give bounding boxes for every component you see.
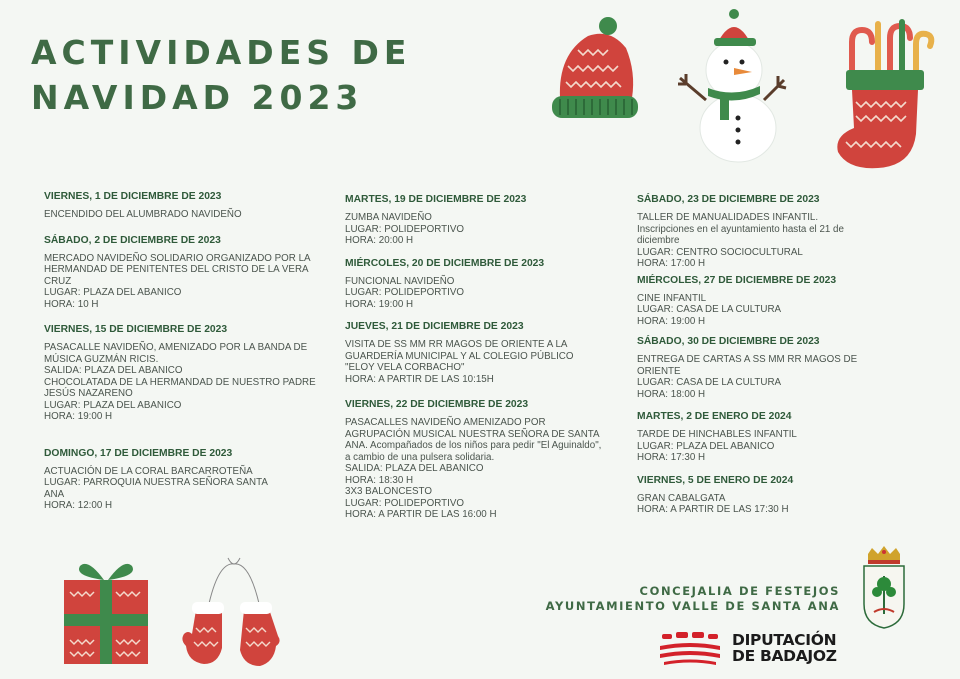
event-date: SÁBADO, 23 DE DICIEMBRE DE 2023 xyxy=(637,194,820,205)
event-line: LUGAR: POLIDEPORTIVO xyxy=(345,497,465,509)
event-item xyxy=(44,447,320,512)
event-item xyxy=(637,193,859,270)
event-line: LUGAR: PLAZA DEL ABANICO xyxy=(637,440,775,452)
event-line: FUNCIONAL NAVIDEÑO xyxy=(345,275,455,287)
event-date: MARTES, 19 DE DICIEMBRE DE 2023 xyxy=(345,194,527,205)
event-date: VIERNES, 1 DE DICIEMBRE DE 2023 xyxy=(44,191,222,202)
event-line: HORA: A PARTIR DE LAS 16:00 H xyxy=(345,509,497,520)
event-line: HORA: 12:00 H xyxy=(44,500,113,511)
event-date: SÁBADO, 30 DE DICIEMBRE DE 2023 xyxy=(637,336,820,347)
event-line: ZUMBA NAVIDEÑO xyxy=(345,212,432,223)
event-line: HORA: A PARTIR DE LAS 17:30 H xyxy=(637,504,789,515)
page-title xyxy=(31,30,411,120)
diputacion-logo xyxy=(660,630,837,666)
event-date: JUEVES, 21 DE DICIEMBRE DE 2023 xyxy=(345,321,524,332)
event-line: HORA: 10 H xyxy=(44,298,99,310)
event-item xyxy=(44,323,320,423)
event-date: DOMINGO, 17 DE DICIEMBRE DE 2023 xyxy=(44,447,233,459)
organizer-line-1: CONCEJALIA DE FESTEJOS xyxy=(639,584,840,598)
coat-of-arms-icon xyxy=(860,546,908,630)
event-date: MIÉRCOLES, 20 DE DICIEMBRE DE 2023 xyxy=(345,257,545,269)
event-line: HORA: 19:00 H xyxy=(637,315,706,327)
diputacion-name: DIPUTACIÓN xyxy=(732,631,837,649)
event-item xyxy=(44,234,320,311)
event-line: ENCENDIDO DEL ALUMBRADO NAVIDEÑO xyxy=(44,209,242,220)
event-item xyxy=(637,335,859,400)
event-line: HORA: 17:30 H xyxy=(637,452,706,463)
event-line: HORA: 18:00 H xyxy=(637,388,706,400)
event-item xyxy=(345,398,603,521)
event-line: LUGAR: CASA DE LA CULTURA xyxy=(637,377,782,388)
event-line: ENTREGA DE CARTAS A SS MM RR MAGOS DE ORIENTE xyxy=(637,354,858,377)
event-line: SALIDA: PLAZA DEL ABANICO xyxy=(345,463,484,474)
event-line: CHOCOLATADA DE LA HERMANDAD DE NUESTRO PADRE JESÚS NAZARENO xyxy=(44,376,316,399)
event-line: LUGAR: CENTRO SOCIOCULTURAL xyxy=(637,246,803,258)
event-line: ACTUACIÓN DE LA CORAL BARCARROTEÑA xyxy=(44,465,253,477)
event-line: MERCADO NAVIDEÑO SOLIDARIO ORGANIZADO POR LA HERMANDAD DE PENITENTES DEL CRISTO DE LA VERA CRUZ xyxy=(44,252,311,287)
diputacion-province: DE BADAJOZ xyxy=(732,647,837,665)
mittens-icon xyxy=(178,552,288,672)
title-line-1: ACTIVIDADES DE xyxy=(31,33,412,72)
event-line: SALIDA: PLAZA DEL ABANICO xyxy=(44,365,183,376)
event-item xyxy=(44,190,320,221)
event-date: MARTES, 2 DE ENERO DE 2024 xyxy=(637,411,792,422)
event-line: GRAN CABALGATA xyxy=(637,492,726,504)
event-item xyxy=(637,410,859,464)
event-line: CINE INFANTIL xyxy=(637,292,707,304)
column-2 xyxy=(345,193,603,521)
event-date: SÁBADO, 2 DE DICIEMBRE DE 2023 xyxy=(44,234,221,246)
event-item xyxy=(637,274,859,328)
event-item xyxy=(637,474,859,516)
event-line: LUGAR: PARROQUIA NUESTRA SEÑORA SANTA ANA xyxy=(44,477,268,500)
event-date: VIERNES, 22 DE DICIEMBRE DE 2023 xyxy=(345,399,529,410)
event-date: VIERNES, 5 DE ENERO DE 2024 xyxy=(637,474,794,486)
title-line-2: NAVIDAD 2023 xyxy=(31,78,364,117)
event-line: HORA: 18:30 H xyxy=(345,474,414,486)
event-line: PASACALLES NAVIDEÑO AMENIZADO POR AGRUPACIÓN MUSICAL NUESTRA SEÑORA DE SANTA ANA. Acompañados de los niños para pedir "El Aguinaldo", a cambio de una pulsera solidaria. xyxy=(345,417,602,463)
gift-icon xyxy=(58,552,154,668)
event-line: HORA: 20:00 H xyxy=(345,235,414,246)
organizer-line-2: AYUNTAMIENTO VALLE DE SANTA ANA xyxy=(545,599,840,613)
event-line: HORA: A PARTIR DE LAS 10:15H xyxy=(345,373,494,385)
event-line: LUGAR: POLIDEPORTIVO xyxy=(345,287,465,298)
stocking-icon xyxy=(830,16,942,178)
event-item xyxy=(345,257,603,311)
event-date: VIERNES, 15 DE DICIEMBRE DE 2023 xyxy=(44,324,228,335)
event-line: LUGAR: PLAZA DEL ABANICO xyxy=(44,287,182,298)
event-line: VISITA DE SS MM RR MAGOS DE ORIENTE A LA GUARDERÍA MUNICIPAL Y AL COLEGIO PÚBLICO "ELOY VELA CORBACHO" xyxy=(345,339,574,373)
event-line: LUGAR: PLAZA DEL ABANICO xyxy=(44,399,182,411)
event-item xyxy=(345,193,603,247)
event-line: 3X3 BALONCESTO xyxy=(345,486,432,497)
diputacion-mark-icon xyxy=(660,630,722,666)
event-line: TARDE DE HINCHABLES INFANTIL xyxy=(637,429,797,440)
knit-hat-icon xyxy=(548,14,640,124)
event-line: HORA: 19:00 H xyxy=(345,298,414,310)
snowman-icon xyxy=(672,8,792,168)
event-line: HORA: 19:00 H xyxy=(44,411,113,422)
event-item xyxy=(345,320,603,385)
column-1 xyxy=(44,190,320,512)
event-line: PASACALLE NAVIDEÑO, AMENIZADO POR LA BANDA DE MÚSICA GUZMÁN RICIS. xyxy=(44,342,308,365)
event-line: HORA: 17:00 H xyxy=(637,258,706,269)
event-date: MIÉRCOLES, 27 DE DICIEMBRE DE 2023 xyxy=(637,274,837,286)
event-line: TALLER DE MANUALIDADES INFANTIL. xyxy=(637,212,819,223)
event-line: Inscripciones en el ayuntamiento hasta el 21 de diciembre xyxy=(637,223,844,246)
event-line: LUGAR: POLIDEPORTIVO xyxy=(345,223,465,235)
organizer-credits xyxy=(546,584,840,614)
column-3 xyxy=(637,193,859,516)
event-line: LUGAR: CASA DE LA CULTURA xyxy=(637,304,782,315)
